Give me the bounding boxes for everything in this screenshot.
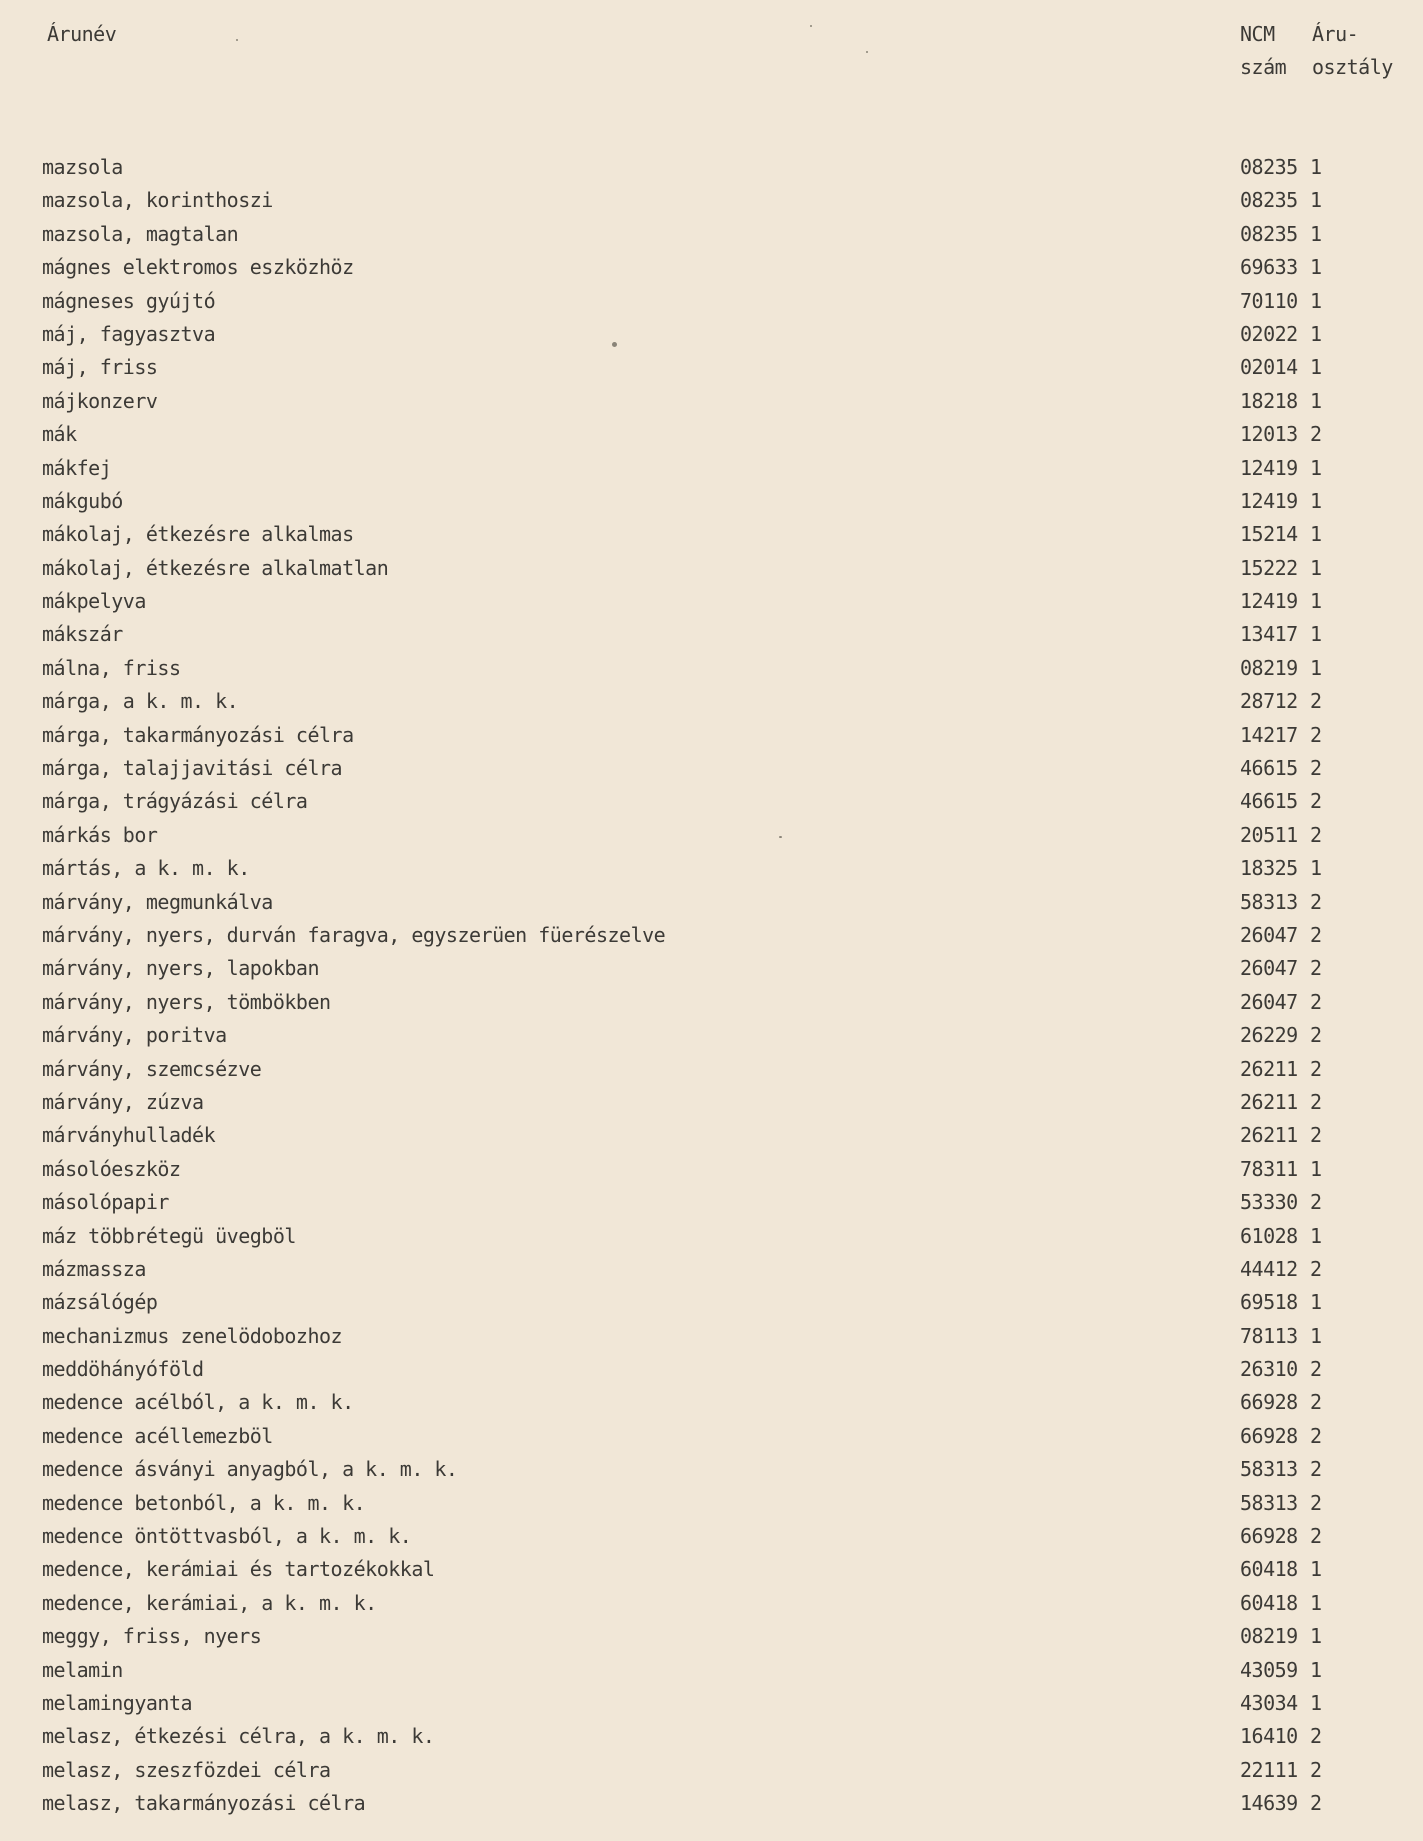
item-name: medence öntöttvasból, a k. m. k. bbox=[42, 1524, 412, 1549]
item-name: medence betonból, a k. m. k. bbox=[42, 1490, 366, 1515]
item-name: mártás, a k. m. k. bbox=[42, 856, 250, 881]
goods-class: 1 bbox=[1310, 1156, 1322, 1181]
paper-speck bbox=[779, 836, 782, 838]
ncm-code: 22111 bbox=[1240, 1757, 1298, 1782]
table-row bbox=[0, 1119, 1423, 1152]
ncm-code: 02014 bbox=[1240, 355, 1298, 380]
item-name: márvány, megmunkálva bbox=[42, 889, 273, 914]
ncm-code: 26211 bbox=[1240, 1056, 1298, 1081]
ncm-code: 16410 bbox=[1240, 1724, 1298, 1749]
ncm-code: 15222 bbox=[1240, 555, 1298, 580]
ncm-code: 12013 bbox=[1240, 422, 1298, 447]
table-row bbox=[0, 318, 1423, 351]
table-row bbox=[0, 285, 1423, 318]
goods-class: 2 bbox=[1310, 1123, 1322, 1148]
item-name: mákpelyva bbox=[42, 589, 146, 614]
table-row bbox=[0, 1153, 1423, 1186]
item-name: mákfej bbox=[42, 455, 112, 480]
item-name: mázmassza bbox=[42, 1256, 146, 1281]
item-name: mákolaj, étkezésre alkalmas bbox=[42, 522, 354, 547]
goods-class: 1 bbox=[1310, 856, 1322, 881]
item-name: medence acéllemezböl bbox=[42, 1423, 273, 1448]
goods-class: 2 bbox=[1310, 1390, 1322, 1415]
item-name: medence, kerámiai, a k. m. k. bbox=[42, 1590, 377, 1615]
table-row bbox=[0, 1053, 1423, 1086]
table-row bbox=[0, 1720, 1423, 1753]
ncm-code: 14639 bbox=[1240, 1791, 1298, 1816]
item-name: mákolaj, étkezésre alkalmatlan bbox=[42, 555, 389, 580]
ncm-code: 14217 bbox=[1240, 722, 1298, 747]
goods-class: 1 bbox=[1310, 1223, 1322, 1248]
table-row bbox=[0, 552, 1423, 585]
item-name: márványhulladék bbox=[42, 1123, 216, 1148]
item-name: melasz, étkezési célra, a k. m. k. bbox=[42, 1724, 435, 1749]
column-header-ncm-line1: NCM bbox=[1240, 22, 1275, 46]
goods-class: 1 bbox=[1310, 1590, 1322, 1615]
goods-class: 2 bbox=[1310, 1256, 1322, 1281]
table-row bbox=[0, 418, 1423, 451]
ncm-code: 46615 bbox=[1240, 789, 1298, 814]
goods-class: 1 bbox=[1310, 221, 1322, 246]
goods-class: 2 bbox=[1310, 1089, 1322, 1114]
goods-class: 2 bbox=[1310, 822, 1322, 847]
ncm-code: 18325 bbox=[1240, 856, 1298, 881]
table-row bbox=[0, 518, 1423, 551]
table-row bbox=[0, 485, 1423, 518]
ncm-code: 20511 bbox=[1240, 822, 1298, 847]
item-name: medence ásványi anyagból, a k. m. k. bbox=[42, 1457, 458, 1482]
table-row bbox=[0, 218, 1423, 251]
goods-class: 2 bbox=[1310, 956, 1322, 981]
goods-class: 2 bbox=[1310, 789, 1322, 814]
ncm-code: 12419 bbox=[1240, 455, 1298, 480]
goods-class: 2 bbox=[1310, 1490, 1322, 1515]
table-row bbox=[0, 1286, 1423, 1319]
item-name: málna, friss bbox=[42, 655, 181, 680]
goods-class: 1 bbox=[1310, 188, 1322, 213]
goods-class: 2 bbox=[1310, 689, 1322, 714]
column-header-ncm bbox=[1240, 18, 1286, 84]
ncm-code: 43034 bbox=[1240, 1690, 1298, 1715]
goods-class: 1 bbox=[1310, 1323, 1322, 1348]
table-row bbox=[0, 652, 1423, 685]
goods-class: 1 bbox=[1310, 555, 1322, 580]
ncm-code: 66928 bbox=[1240, 1390, 1298, 1415]
goods-class: 2 bbox=[1310, 889, 1322, 914]
table-row bbox=[0, 1787, 1423, 1820]
table-row bbox=[0, 1420, 1423, 1453]
ncm-code: 28712 bbox=[1240, 689, 1298, 714]
goods-class: 1 bbox=[1310, 488, 1322, 513]
ncm-code: 66928 bbox=[1240, 1423, 1298, 1448]
table-row bbox=[0, 1320, 1423, 1353]
goods-class: 1 bbox=[1310, 455, 1322, 480]
goods-class: 2 bbox=[1310, 722, 1322, 747]
table-row bbox=[0, 251, 1423, 284]
ncm-code: 61028 bbox=[1240, 1223, 1298, 1248]
table-row bbox=[0, 618, 1423, 651]
goods-class: 1 bbox=[1310, 255, 1322, 280]
goods-class: 1 bbox=[1310, 1657, 1322, 1682]
table-row bbox=[0, 452, 1423, 485]
item-name: másolópapir bbox=[42, 1190, 169, 1215]
item-name: mákszár bbox=[42, 622, 123, 647]
goods-class: 1 bbox=[1310, 321, 1322, 346]
table-row bbox=[0, 1520, 1423, 1553]
item-name: melamingyanta bbox=[42, 1690, 193, 1715]
paper-speck bbox=[810, 25, 812, 27]
item-name: máj, friss bbox=[42, 355, 158, 380]
column-header-class-line1: Áru- bbox=[1312, 22, 1359, 46]
goods-class: 2 bbox=[1310, 922, 1322, 947]
goods-class: 2 bbox=[1310, 1791, 1322, 1816]
item-name: mágnes elektromos eszközhöz bbox=[42, 255, 354, 280]
goods-class: 2 bbox=[1310, 1724, 1322, 1749]
goods-class: 2 bbox=[1310, 1357, 1322, 1382]
goods-class: 1 bbox=[1310, 655, 1322, 680]
goods-class: 2 bbox=[1310, 1056, 1322, 1081]
table-row bbox=[0, 1687, 1423, 1720]
table-row bbox=[0, 1253, 1423, 1286]
item-name: márga, takarmányozási célra bbox=[42, 722, 354, 747]
item-name: májkonzerv bbox=[42, 388, 158, 413]
item-name: másolóeszköz bbox=[42, 1156, 181, 1181]
item-name: melamin bbox=[42, 1657, 123, 1682]
item-name: márvány, nyers, lapokban bbox=[42, 956, 319, 981]
table-row bbox=[0, 886, 1423, 919]
ncm-code: 44412 bbox=[1240, 1256, 1298, 1281]
ncm-code: 26211 bbox=[1240, 1123, 1298, 1148]
table-row bbox=[0, 1587, 1423, 1620]
item-name: mágneses gyújtó bbox=[42, 288, 216, 313]
item-name: márkás bor bbox=[42, 822, 158, 847]
ncm-code: 26047 bbox=[1240, 922, 1298, 947]
table-row bbox=[0, 184, 1423, 217]
ncm-code: 08235 bbox=[1240, 221, 1298, 246]
ncm-code: 18218 bbox=[1240, 388, 1298, 413]
item-name: márga, trágyázási célra bbox=[42, 789, 308, 814]
ncm-code: 12419 bbox=[1240, 488, 1298, 513]
goods-class: 1 bbox=[1310, 622, 1322, 647]
ncm-code: 60418 bbox=[1240, 1590, 1298, 1615]
table-row bbox=[0, 1353, 1423, 1386]
item-name: márvány, szemcsézve bbox=[42, 1056, 262, 1081]
ncm-code: 26310 bbox=[1240, 1357, 1298, 1382]
table-row bbox=[0, 819, 1423, 852]
ncm-code: 26211 bbox=[1240, 1089, 1298, 1114]
ncm-code: 58313 bbox=[1240, 1457, 1298, 1482]
ncm-code: 53330 bbox=[1240, 1190, 1298, 1215]
item-name: melasz, szeszfözdei célra bbox=[42, 1757, 331, 1782]
ncm-code: 26047 bbox=[1240, 989, 1298, 1014]
column-header-class-line2: osztály bbox=[1312, 55, 1393, 79]
goods-class: 1 bbox=[1310, 1624, 1322, 1649]
column-header-name: Árunév bbox=[47, 22, 117, 46]
table-row bbox=[0, 151, 1423, 184]
goods-class: 2 bbox=[1310, 1524, 1322, 1549]
ncm-code: 78311 bbox=[1240, 1156, 1298, 1181]
table-row bbox=[0, 685, 1423, 718]
ncm-code: 78113 bbox=[1240, 1323, 1298, 1348]
table-row bbox=[0, 1487, 1423, 1520]
item-name: meddöhányóföld bbox=[42, 1357, 204, 1382]
item-name: márvány, poritva bbox=[42, 1023, 227, 1048]
item-name: meggy, friss, nyers bbox=[42, 1624, 262, 1649]
table-row bbox=[0, 1620, 1423, 1653]
item-name: mák bbox=[42, 422, 77, 447]
ncm-code: 08219 bbox=[1240, 655, 1298, 680]
item-name: máz többrétegü üvegböl bbox=[42, 1223, 296, 1248]
goods-class: 1 bbox=[1310, 1557, 1322, 1582]
table-row bbox=[0, 852, 1423, 885]
item-name: mazsola bbox=[42, 155, 123, 179]
ncm-code: 13417 bbox=[1240, 622, 1298, 647]
table-row bbox=[0, 1453, 1423, 1486]
table-row bbox=[0, 1386, 1423, 1419]
goods-class: 1 bbox=[1310, 589, 1322, 614]
goods-class: 1 bbox=[1310, 288, 1322, 313]
ncm-code: 69633 bbox=[1240, 255, 1298, 280]
ncm-code: 12419 bbox=[1240, 589, 1298, 614]
goods-class: 2 bbox=[1310, 756, 1322, 781]
ncm-code: 08235 bbox=[1240, 188, 1298, 213]
item-name: máj, fagyasztva bbox=[42, 321, 216, 346]
ncm-code: 02022 bbox=[1240, 321, 1298, 346]
table-row bbox=[0, 1754, 1423, 1787]
goods-class: 2 bbox=[1310, 1423, 1322, 1448]
ncm-code: 26047 bbox=[1240, 956, 1298, 981]
ncm-code: 08219 bbox=[1240, 1624, 1298, 1649]
paper-speck bbox=[236, 39, 238, 41]
item-name: márga, a k. m. k. bbox=[42, 689, 239, 714]
goods-class: 2 bbox=[1310, 1757, 1322, 1782]
ncm-code: 58313 bbox=[1240, 889, 1298, 914]
goods-class: 1 bbox=[1310, 355, 1322, 380]
item-name: márvány, nyers, tömbökben bbox=[42, 989, 331, 1014]
paper-speck bbox=[866, 51, 868, 53]
goods-class: 2 bbox=[1310, 422, 1322, 447]
table-row bbox=[0, 1220, 1423, 1253]
goods-class: 1 bbox=[1310, 522, 1322, 547]
table-row bbox=[0, 1553, 1423, 1586]
product-list bbox=[0, 151, 1423, 1821]
table-row bbox=[0, 351, 1423, 384]
ncm-code: 08235 bbox=[1240, 155, 1298, 179]
table-row bbox=[0, 585, 1423, 618]
item-name: mazsola, korinthoszi bbox=[42, 188, 273, 213]
goods-class: 1 bbox=[1310, 1290, 1322, 1315]
table-row bbox=[0, 1086, 1423, 1119]
item-name: medence, kerámiai és tartozékokkal bbox=[42, 1557, 435, 1582]
ncm-code: 15214 bbox=[1240, 522, 1298, 547]
table-row bbox=[0, 719, 1423, 752]
item-name: márvány, zúzva bbox=[42, 1089, 204, 1114]
item-name: mákgubó bbox=[42, 488, 123, 513]
table-row bbox=[0, 986, 1423, 1019]
goods-class: 1 bbox=[1310, 388, 1322, 413]
table-row bbox=[0, 385, 1423, 418]
item-name: márga, talajjavitási célra bbox=[42, 756, 343, 781]
table-row bbox=[0, 919, 1423, 952]
goods-class: 2 bbox=[1310, 1023, 1322, 1048]
goods-class: 2 bbox=[1310, 1190, 1322, 1215]
ncm-code: 66928 bbox=[1240, 1524, 1298, 1549]
column-header-class bbox=[1312, 18, 1393, 84]
goods-class: 1 bbox=[1310, 155, 1322, 179]
ncm-code: 26229 bbox=[1240, 1023, 1298, 1048]
ncm-code: 60418 bbox=[1240, 1557, 1298, 1582]
table-row bbox=[0, 785, 1423, 818]
item-name: mechanizmus zenelödobozhoz bbox=[42, 1323, 343, 1348]
table-row bbox=[0, 752, 1423, 785]
item-name: márvány, nyers, durván faragva, egyszerüen füerészelve bbox=[42, 922, 666, 947]
goods-class: 1 bbox=[1310, 1690, 1322, 1715]
item-name: mazsola, magtalan bbox=[42, 221, 239, 246]
table-row bbox=[0, 1654, 1423, 1687]
paper-speck bbox=[612, 342, 617, 347]
column-header-ncm-line2: szám bbox=[1240, 55, 1287, 79]
table-row bbox=[0, 952, 1423, 985]
item-name: medence acélból, a k. m. k. bbox=[42, 1390, 354, 1415]
item-name: mázsálógép bbox=[42, 1290, 158, 1315]
ncm-code: 70110 bbox=[1240, 288, 1298, 313]
item-name: melasz, takarmányozási célra bbox=[42, 1791, 366, 1816]
ncm-code: 46615 bbox=[1240, 756, 1298, 781]
ncm-code: 43059 bbox=[1240, 1657, 1298, 1682]
goods-class: 2 bbox=[1310, 989, 1322, 1014]
table-row bbox=[0, 1186, 1423, 1219]
ncm-code: 58313 bbox=[1240, 1490, 1298, 1515]
ncm-code: 69518 bbox=[1240, 1290, 1298, 1315]
goods-class: 2 bbox=[1310, 1457, 1322, 1482]
table-row bbox=[0, 1019, 1423, 1052]
